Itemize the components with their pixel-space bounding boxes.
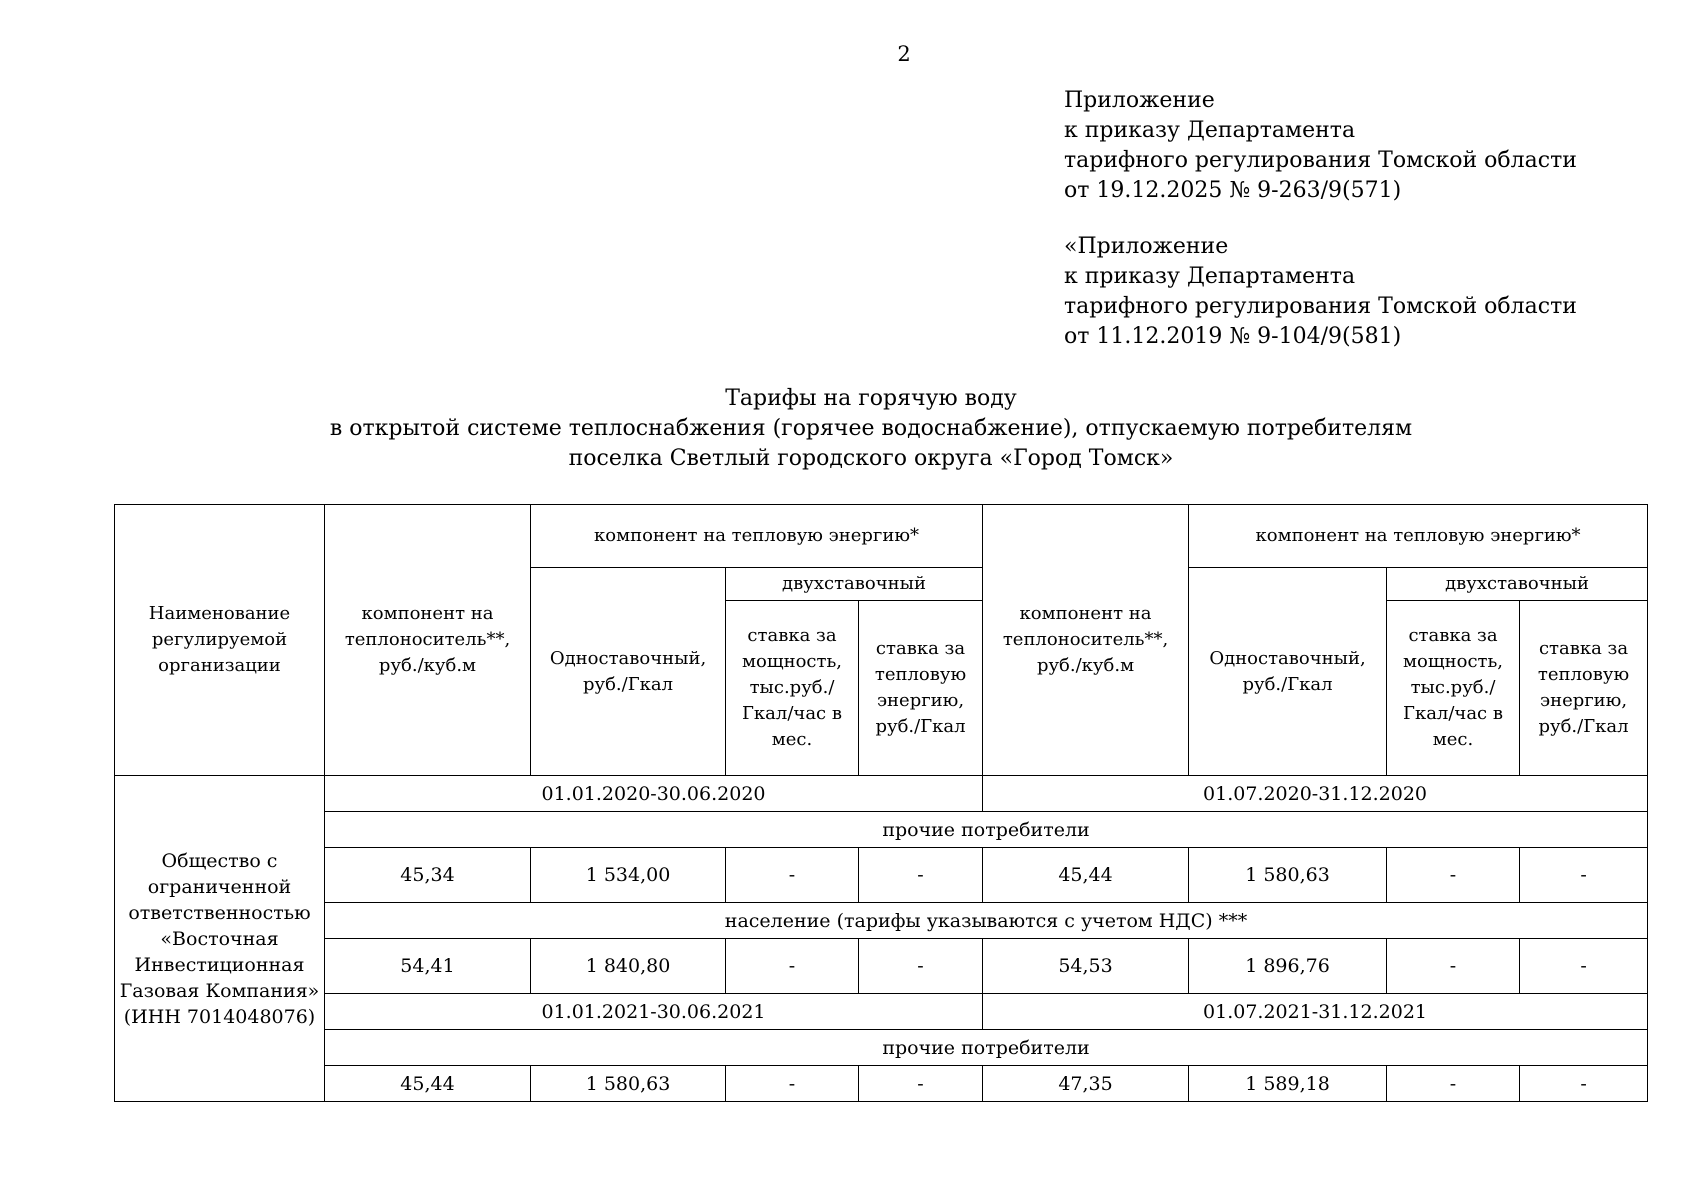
period-cell: 01.07.2021-31.12.2021	[983, 994, 1648, 1030]
header-capacity-rate: ставка за мощность, тыс.руб./ Гкал/час в мес.	[726, 601, 859, 776]
table-cell: 54,53	[983, 939, 1189, 994]
table-cell: -	[1387, 939, 1520, 994]
header-two-rate: двухставочный	[1387, 568, 1648, 601]
table-cell: 1 896,76	[1189, 939, 1387, 994]
title-line: Тарифы на горячую воду	[725, 386, 1017, 411]
table-cell: 54,41	[325, 939, 531, 994]
table-cell: 1 589,18	[1189, 1066, 1387, 1102]
period-cell: 01.07.2020-31.12.2020	[983, 776, 1648, 812]
period-row	[115, 994, 1648, 1030]
header-single-rate: Одноставочный, руб./Гкал	[531, 568, 726, 776]
header-carrier-component: компонент на теплоноситель**, руб./куб.м	[325, 505, 531, 776]
period-cell: 01.01.2021-30.06.2021	[325, 994, 983, 1030]
table-cell: -	[1520, 939, 1648, 994]
annex-line: тарифного регулирования Томской области	[1064, 148, 1577, 173]
annex-line: к приказу Департамента	[1064, 118, 1356, 143]
annex-line: Приложение	[1064, 88, 1215, 113]
table-cell: 45,44	[325, 1066, 531, 1102]
table-row	[115, 848, 1648, 903]
table-cell: -	[859, 848, 983, 903]
table-cell: -	[1520, 848, 1648, 903]
table-cell: -	[859, 1066, 983, 1102]
table-cell: 1 580,63	[1189, 848, 1387, 903]
annex-line: от 19.12.2025 № 9-263/9(571)	[1064, 178, 1402, 203]
table-cell: -	[726, 1066, 859, 1102]
header-capacity-rate: ставка за мощность, тыс.руб./ Гкал/час в мес.	[1387, 601, 1520, 776]
header-two-rate: двухставочный	[726, 568, 983, 601]
document-title	[0, 384, 1698, 474]
consumer-group-row	[115, 812, 1648, 848]
table-cell: -	[1387, 848, 1520, 903]
table-cell: 1 534,00	[531, 848, 726, 903]
table-cell: 45,34	[325, 848, 531, 903]
table-cell: 1 840,80	[531, 939, 726, 994]
annex-header-original	[1064, 232, 1577, 352]
annex-header-current	[1064, 86, 1577, 206]
table-cell: 45,44	[983, 848, 1189, 903]
header-single-rate: Одноставочный, руб./Гкал	[1189, 568, 1387, 776]
table-row	[115, 939, 1648, 994]
title-line: в открытой системе теплоснабжения (горячее водоснабжение), отпускаемую потребителям	[329, 416, 1413, 441]
organization-name: Общество с ограниченной ответственностью «Восточная Инвестиционная Газовая Компания» (ИНН 7014048076)	[115, 776, 325, 1102]
table-cell: 1 580,63	[531, 1066, 726, 1102]
title-line: поселка Светлый городского округа «Город Томск»	[568, 446, 1174, 471]
consumer-group-label: население (тарифы указываются с учетом НДС) ***	[325, 903, 1648, 939]
table-cell: -	[859, 939, 983, 994]
table-cell: -	[1520, 1066, 1648, 1102]
annex-line: тарифного регулирования Томской области	[1064, 294, 1577, 319]
annex-line: от 11.12.2019 № 9-104/9(581)	[1064, 324, 1402, 349]
header-row	[115, 505, 1648, 568]
annex-line: «Приложение	[1064, 234, 1229, 259]
consumer-group-row	[115, 903, 1648, 939]
table-cell: -	[726, 848, 859, 903]
header-carrier-component: компонент на теплоноситель**, руб./куб.м	[983, 505, 1189, 776]
page-number: 2	[897, 42, 911, 66]
table-cell: -	[1387, 1066, 1520, 1102]
table-cell: -	[726, 939, 859, 994]
header-energy-rate: ставка за тепловую энергию, руб./Гкал	[859, 601, 983, 776]
consumer-group-row	[115, 1030, 1648, 1066]
table-cell: 47,35	[983, 1066, 1189, 1102]
table-row	[115, 1066, 1648, 1102]
period-cell: 01.01.2020-30.06.2020	[325, 776, 983, 812]
tariff-table	[114, 504, 1648, 1102]
consumer-group-label: прочие потребители	[325, 812, 1648, 848]
period-row	[115, 776, 1648, 812]
annex-line: к приказу Департамента	[1064, 264, 1356, 289]
header-energy-rate: ставка за тепловую энергию, руб./Гкал	[1520, 601, 1648, 776]
header-heat-component: компонент на тепловую энергию*	[531, 505, 983, 568]
header-heat-component: компонент на тепловую энергию*	[1189, 505, 1648, 568]
consumer-group-label: прочие потребители	[325, 1030, 1648, 1066]
header-org-name: Наименование регулируемой организации	[115, 505, 325, 776]
